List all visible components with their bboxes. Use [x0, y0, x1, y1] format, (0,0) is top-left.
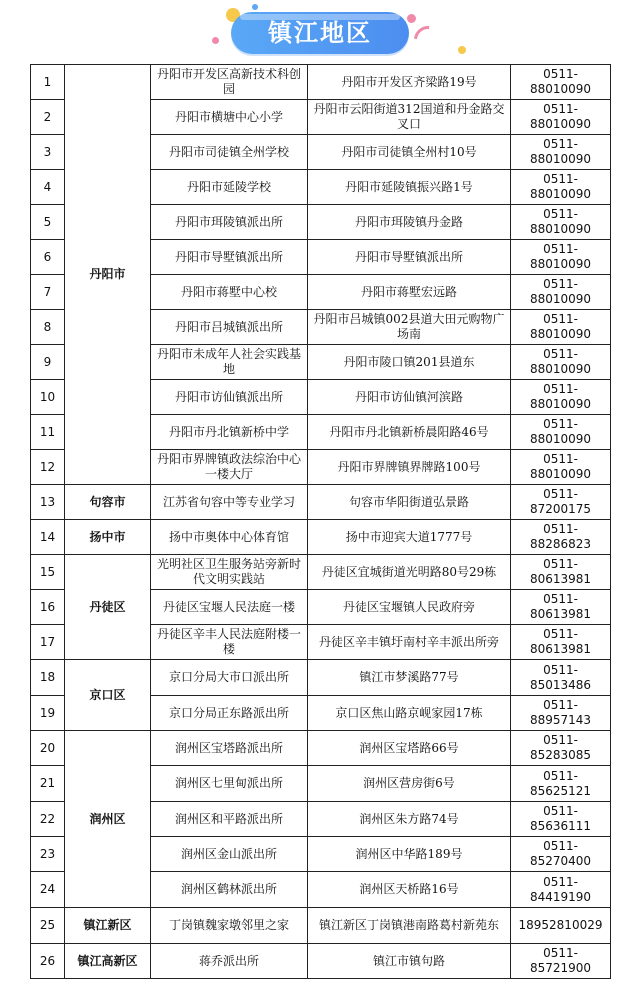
- row-number: 25: [31, 908, 65, 944]
- district-cell: 镇江高新区: [65, 944, 151, 979]
- phone-cell: 0511-85013486: [511, 660, 611, 696]
- row-number: 26: [31, 944, 65, 979]
- address-cell: 扬中市迎宾大道1777号: [308, 520, 511, 555]
- header-banner: [0, 0, 640, 62]
- site-name-cell: 丹阳市访仙镇派出所: [151, 380, 308, 415]
- district-cell: 丹徒区: [65, 555, 151, 660]
- address-cell: 镇江新区丁岗镇港南路葛村新苑东: [308, 908, 511, 944]
- site-name-cell: 丹徒区宝堰人民法庭一楼: [151, 590, 308, 625]
- address-cell: 镇江市梦溪路77号: [308, 660, 511, 696]
- table-row: [31, 731, 611, 766]
- phone-cell: 0511-88010090: [511, 345, 611, 380]
- phone-cell: 0511-88010090: [511, 135, 611, 170]
- row-number: 8: [31, 310, 65, 345]
- row-number: 16: [31, 590, 65, 625]
- phone-cell: 0511-87200175: [511, 485, 611, 520]
- row-number: 9: [31, 345, 65, 380]
- address-cell: 润州区中华路189号: [308, 837, 511, 872]
- row-number: 1: [31, 65, 65, 100]
- address-cell: 京口区焦山路京岘家园17栋: [308, 696, 511, 731]
- table-row: [31, 520, 611, 555]
- phone-cell: 0511-84419190: [511, 872, 611, 908]
- address-cell: 丹阳市蒋墅宏远路: [308, 275, 511, 310]
- phone-cell: 0511-88010090: [511, 380, 611, 415]
- site-name-cell: 丹阳市界牌镇政法综治中心一楼大厅: [151, 450, 308, 485]
- phone-cell: 0511-88010090: [511, 310, 611, 345]
- table-row: [31, 944, 611, 979]
- phone-cell: 0511-88010090: [511, 275, 611, 310]
- district-cell: 润州区: [65, 731, 151, 908]
- address-cell: 润州区营房街6号: [308, 766, 511, 802]
- row-number: 2: [31, 100, 65, 135]
- row-number: 20: [31, 731, 65, 766]
- site-name-cell: 京口分局大市口派出所: [151, 660, 308, 696]
- row-number: 12: [31, 450, 65, 485]
- phone-cell: 0511-85270400: [511, 837, 611, 872]
- phone-cell: 0511-88010090: [511, 100, 611, 135]
- district-cell: 镇江新区: [65, 908, 151, 944]
- site-name-cell: 丹阳市蒋墅中心校: [151, 275, 308, 310]
- site-name-cell: 丹阳市吕城镇派出所: [151, 310, 308, 345]
- address-cell: 丹阳市陵口镇201县道东: [308, 345, 511, 380]
- phone-cell: 0511-88010090: [511, 415, 611, 450]
- phone-cell: 0511-88010090: [511, 450, 611, 485]
- row-number: 6: [31, 240, 65, 275]
- site-name-cell: 丹阳市司徒镇全州学校: [151, 135, 308, 170]
- address-cell: 镇江市镇句路: [308, 944, 511, 979]
- address-cell: 丹阳市司徒镇全州村10号: [308, 135, 511, 170]
- table-row: [31, 660, 611, 696]
- site-name-cell: 润州区金山派出所: [151, 837, 308, 872]
- row-number: 18: [31, 660, 65, 696]
- address-cell: 句容市华阳街道弘景路: [308, 485, 511, 520]
- site-name-cell: 丹徒区辛丰人民法庭附楼一楼: [151, 625, 308, 660]
- site-name-cell: 光明社区卫生服务站旁新时代文明实践站: [151, 555, 308, 590]
- row-number: 14: [31, 520, 65, 555]
- phone-cell: 0511-80613981: [511, 625, 611, 660]
- phone-cell: 0511-88286823: [511, 520, 611, 555]
- table-row: [31, 908, 611, 944]
- site-name-cell: 扬中市奥体中心体育馆: [151, 520, 308, 555]
- address-cell: 丹阳市珥陵镇丹金路: [308, 205, 511, 240]
- phone-cell: 0511-85721900: [511, 944, 611, 979]
- address-cell: 丹阳市吕城镇002县道大田元购物广场南: [308, 310, 511, 345]
- row-number: 13: [31, 485, 65, 520]
- site-name-cell: 丹阳市珥陵镇派出所: [151, 205, 308, 240]
- row-number: 22: [31, 802, 65, 837]
- decor-dot-icon: [458, 46, 466, 54]
- phone-cell: 0511-88010090: [511, 170, 611, 205]
- site-name-cell: 蒋乔派出所: [151, 944, 308, 979]
- row-number: 24: [31, 872, 65, 908]
- site-name-cell: 江苏省句容中等专业学习: [151, 485, 308, 520]
- site-name-cell: 丹阳市未成年人社会实践基地: [151, 345, 308, 380]
- address-cell: 丹阳市界牌镇界牌路100号: [308, 450, 511, 485]
- phone-cell: 0511-88010090: [511, 65, 611, 100]
- site-name-cell: 润州区七里甸派出所: [151, 766, 308, 802]
- address-cell: 丹徒区辛丰镇圩南村辛丰派出所旁: [308, 625, 511, 660]
- site-name-cell: 丹阳市导墅镇派出所: [151, 240, 308, 275]
- table-row: [31, 555, 611, 590]
- phone-cell: 0511-80613981: [511, 590, 611, 625]
- row-number: 5: [31, 205, 65, 240]
- site-name-cell: 润州区宝塔路派出所: [151, 731, 308, 766]
- address-cell: 丹阳市访仙镇河滨路: [308, 380, 511, 415]
- phone-cell: 0511-85625121: [511, 766, 611, 802]
- site-name-cell: 丹阳市延陵学校: [151, 170, 308, 205]
- address-cell: 润州区天桥路16号: [308, 872, 511, 908]
- phone-cell: 0511-85636111: [511, 802, 611, 837]
- site-name-cell: 润州区和平路派出所: [151, 802, 308, 837]
- address-cell: 丹阳市导墅镇派出所: [308, 240, 511, 275]
- address-cell: 润州区朱方路74号: [308, 802, 511, 837]
- site-name-cell: 京口分局正东路派出所: [151, 696, 308, 731]
- address-cell: 丹徒区宜城街道光明路80号29栋: [308, 555, 511, 590]
- address-cell: 润州区宝塔路66号: [308, 731, 511, 766]
- district-cell: 句容市: [65, 485, 151, 520]
- district-cell: 扬中市: [65, 520, 151, 555]
- district-cell: 丹阳市: [65, 65, 151, 485]
- row-number: 4: [31, 170, 65, 205]
- address-cell: 丹阳市丹北镇新桥晨阳路46号: [308, 415, 511, 450]
- table-row: [31, 65, 611, 100]
- decor-dot-icon: [212, 37, 219, 44]
- site-name-cell: 丁岗镇魏家墩邻里之家: [151, 908, 308, 944]
- decor-swirl-icon: [408, 20, 447, 59]
- phone-cell: 0511-88010090: [511, 205, 611, 240]
- site-name-cell: 丹阳市横塘中心小学: [151, 100, 308, 135]
- row-number: 21: [31, 766, 65, 802]
- row-number: 15: [31, 555, 65, 590]
- phone-cell: 0511-88957143: [511, 696, 611, 731]
- site-name-cell: 丹阳市开发区高新技术科创园: [151, 65, 308, 100]
- row-number: 11: [31, 415, 65, 450]
- page-title: 镇江地区: [268, 19, 372, 47]
- address-cell: 丹阳市延陵镇振兴路1号: [308, 170, 511, 205]
- row-number: 7: [31, 275, 65, 310]
- site-name-cell: 丹阳市丹北镇新桥中学: [151, 415, 308, 450]
- address-cell: 丹阳市开发区齐梁路19号: [308, 65, 511, 100]
- phone-cell: 0511-85283085: [511, 731, 611, 766]
- table-row: [31, 485, 611, 520]
- row-number: 17: [31, 625, 65, 660]
- phone-cell: 18952810029: [511, 908, 611, 944]
- row-number: 3: [31, 135, 65, 170]
- address-cell: 丹阳市云阳街道312国道和丹金路交叉口: [308, 100, 511, 135]
- row-number: 10: [31, 380, 65, 415]
- phone-cell: 0511-80613981: [511, 555, 611, 590]
- row-number: 23: [31, 837, 65, 872]
- phone-cell: 0511-88010090: [511, 240, 611, 275]
- location-table: [30, 64, 611, 979]
- address-cell: 丹徒区宝堰镇人民政府旁: [308, 590, 511, 625]
- district-cell: 京口区: [65, 660, 151, 731]
- site-name-cell: 润州区鹤林派出所: [151, 872, 308, 908]
- row-number: 19: [31, 696, 65, 731]
- decor-dot-icon: [252, 4, 258, 10]
